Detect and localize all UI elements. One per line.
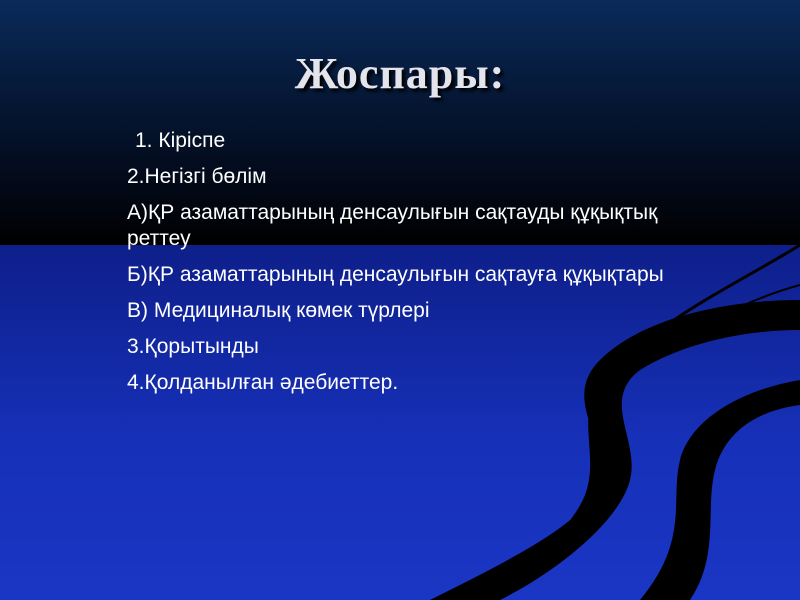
outline-item-main-part: 2.Негізгі бөлім <box>127 165 267 188</box>
outline-list <box>127 128 667 406</box>
outline-item-b: Б)ҚР азаматтарының денсаулығын сақтауға құқықтары <box>127 263 664 286</box>
outline-item-a: А)ҚР азаматтарының денсаулығын сақтауды құқықтық реттеу <box>127 201 658 250</box>
outline-item-intro: 1. Кіріспе <box>135 129 226 152</box>
outline-item-conclusion: 3.Қорытынды <box>127 335 259 358</box>
outline-item-references: 4.Қолданылған әдебиеттер. <box>127 371 399 394</box>
slide-title: Жоспары: <box>294 49 506 98</box>
outline-item-c: В) Медициналық көмек түрлері <box>127 299 430 322</box>
